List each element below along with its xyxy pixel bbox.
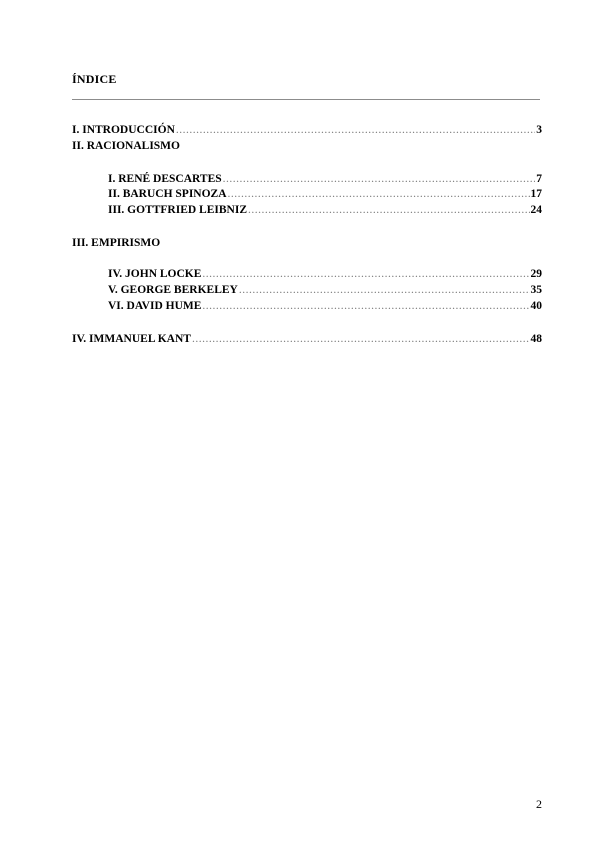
toc-entry-page: 40 [530, 300, 542, 312]
heading-divider [72, 99, 540, 100]
toc-entry-label: I. INTRODUCCIÓN [72, 124, 175, 136]
toc-heading: ÍNDICE [72, 72, 117, 86]
toc-entry-page: 48 [530, 333, 542, 345]
toc-entry-page: 17 [530, 188, 542, 200]
toc-entry-berkeley[interactable] [108, 283, 542, 297]
dot-leader [202, 299, 529, 313]
toc-entry-page: 24 [530, 204, 542, 216]
toc-entry-page: 29 [530, 268, 542, 280]
dot-leader [239, 283, 530, 297]
toc-entry-leibniz[interactable] [108, 203, 542, 217]
toc-entry-label: II. BARUCH SPINOZA [108, 188, 227, 200]
toc-section-racionalismo[interactable]: II. RACIONALISMO [72, 140, 180, 152]
toc-entry-descartes[interactable] [108, 172, 542, 186]
toc-section-empirismo[interactable]: III. EMPIRISMO [72, 237, 161, 249]
dot-leader [223, 172, 536, 186]
toc-entry-spinoza[interactable] [108, 187, 542, 201]
toc-entry-label: III. GOTTFRIED LEIBNIZ [108, 204, 247, 216]
dot-leader [202, 267, 529, 281]
toc-entry-page: 3 [536, 124, 542, 136]
dot-leader [176, 123, 535, 137]
toc-entry-hume[interactable] [108, 299, 542, 313]
toc-entry-page: 7 [536, 173, 542, 185]
toc-entry-label: IV. IMMANUEL KANT [72, 333, 191, 345]
toc-entry-page: 35 [530, 284, 542, 296]
dot-leader [192, 332, 530, 346]
toc-entry-introduccion[interactable] [72, 123, 542, 137]
toc-entry-kant[interactable] [72, 332, 542, 346]
dot-leader [228, 187, 530, 201]
toc-entry-locke[interactable] [108, 267, 542, 281]
toc-entry-label: V. GEORGE BERKELEY [108, 284, 238, 296]
toc-entry-label: IV. JOHN LOCKE [108, 268, 202, 280]
toc-entry-label: I. RENÉ DESCARTES [108, 173, 222, 185]
toc-entry-label: VI. DAVID HUME [108, 300, 202, 312]
page-number: 2 [536, 797, 542, 811]
dot-leader [248, 203, 530, 217]
